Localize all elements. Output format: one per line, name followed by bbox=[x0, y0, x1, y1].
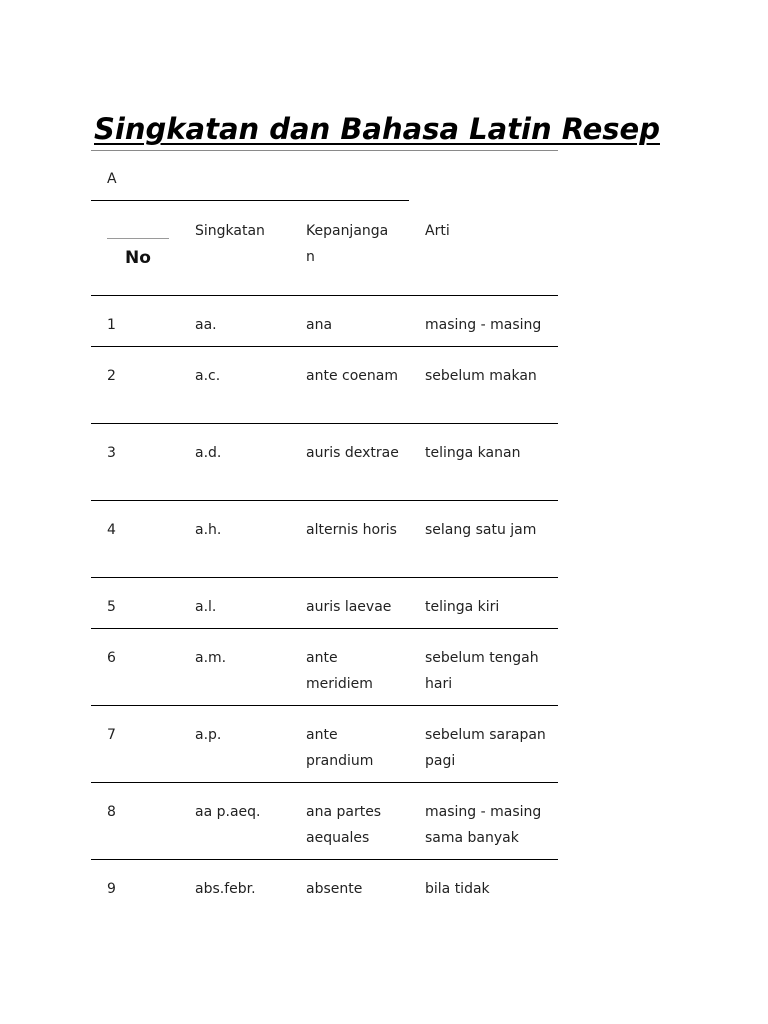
no-header-rule bbox=[107, 238, 169, 239]
cell-no: 7 bbox=[107, 727, 116, 743]
header-kepanjangan: Kepanjanga n bbox=[306, 223, 389, 265]
header-singkatan: Singkatan bbox=[195, 223, 265, 239]
cell-singkatan: aa p.aeq. bbox=[195, 804, 261, 820]
cell-kepanjangan: auris laevae bbox=[306, 599, 392, 615]
section-letter: A bbox=[107, 171, 117, 187]
header-no: No bbox=[125, 248, 151, 268]
cell-singkatan: a.h. bbox=[195, 522, 222, 538]
cell-no: 2 bbox=[107, 368, 116, 384]
cell-singkatan: a.p. bbox=[195, 727, 222, 743]
cell-singkatan: a.c. bbox=[195, 368, 221, 384]
cell-singkatan: abs.febr. bbox=[195, 881, 256, 897]
cell-kepanjangan: ante coenam bbox=[306, 368, 398, 384]
cell-no: 9 bbox=[107, 881, 116, 897]
table-row bbox=[91, 296, 558, 347]
table-header-row bbox=[91, 201, 558, 296]
cell-arti: bila tidak bbox=[425, 881, 490, 897]
cell-arti: sebelum makan bbox=[425, 368, 537, 384]
table-row bbox=[91, 424, 558, 501]
cell-no: 4 bbox=[107, 522, 116, 538]
cell-kepanjangan: absente bbox=[306, 881, 363, 897]
cell-arti: sebelum tengah hari bbox=[425, 650, 539, 692]
cell-no: 6 bbox=[107, 650, 116, 666]
cell-arti: masing - masing sama banyak bbox=[425, 804, 542, 846]
cell-arti: sebelum sarapan pagi bbox=[425, 727, 546, 769]
cell-singkatan: a.m. bbox=[195, 650, 227, 666]
page-title: Singkatan dan Bahasa Latin Resep bbox=[94, 112, 660, 146]
abbreviation-table bbox=[91, 201, 558, 937]
cell-no: 5 bbox=[107, 599, 116, 615]
table-row bbox=[91, 501, 558, 578]
cell-no: 8 bbox=[107, 804, 116, 820]
title-divider bbox=[91, 150, 558, 151]
cell-arti: telinga kanan bbox=[425, 445, 521, 461]
cell-kepanjangan: ana bbox=[306, 317, 333, 333]
cell-kepanjangan: ana partes aequales bbox=[306, 804, 382, 846]
cell-kepanjangan: alternis horis bbox=[306, 522, 397, 538]
cell-arti: selang satu jam bbox=[425, 522, 537, 538]
table-row bbox=[91, 629, 558, 706]
table-row bbox=[91, 578, 558, 629]
cell-no: 1 bbox=[107, 317, 116, 333]
cell-kepanjangan: ante prandium bbox=[306, 727, 374, 769]
table-row bbox=[91, 706, 558, 783]
table-row bbox=[91, 783, 558, 860]
cell-arti: telinga kiri bbox=[425, 599, 500, 615]
header-arti: Arti bbox=[425, 223, 450, 239]
cell-singkatan: aa. bbox=[195, 317, 217, 333]
table-row bbox=[91, 347, 558, 424]
cell-no: 3 bbox=[107, 445, 116, 461]
table-row bbox=[91, 860, 558, 937]
cell-arti: masing - masing bbox=[425, 317, 542, 333]
cell-kepanjangan: auris dextrae bbox=[306, 445, 399, 461]
cell-singkatan: a.l. bbox=[195, 599, 217, 615]
cell-singkatan: a.d. bbox=[195, 445, 222, 461]
cell-kepanjangan: ante meridiem bbox=[306, 650, 373, 692]
